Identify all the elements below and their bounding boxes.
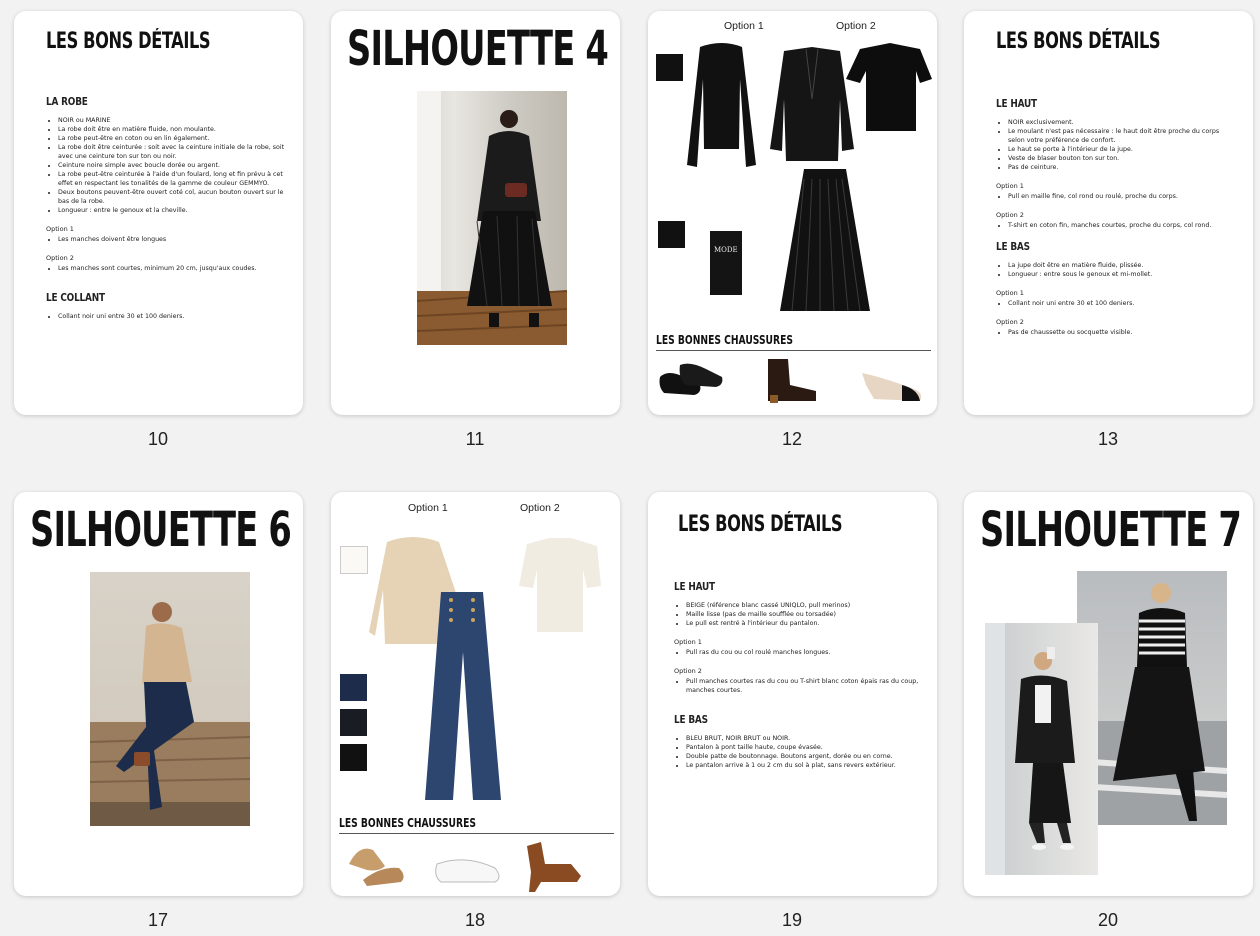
list-item: • Deux boutons peuvent-être ouvert coté col, aucun bouton ouvert sur le bas de la robe. <box>58 188 285 206</box>
page-thumbnail-13[interactable] <box>964 11 1253 415</box>
page-thumbnail-17[interactable] <box>14 492 303 896</box>
clothing-illustration <box>684 39 934 329</box>
color-swatch-navy <box>340 674 367 701</box>
shoes-illustration <box>345 836 605 892</box>
color-swatch-white <box>340 546 368 574</box>
list-item: • La robe peut-être en coton ou en lin également. <box>58 134 285 143</box>
list-item: • Le pull est rentré à l'intérieur du pantalon. <box>686 619 919 628</box>
page-number: 17 <box>147 910 169 930</box>
list-item: • Longueur : entre sous le genoux et mi-mollet. <box>1008 270 1235 279</box>
option-label: Option 1 <box>996 182 1024 190</box>
outfit-photo-indoor <box>985 623 1098 875</box>
color-swatch-charcoal <box>340 709 367 736</box>
list-item: • Maille lisse (pas de maille soufflée ou torsadée) <box>686 610 919 619</box>
shoes-heading: LES BONNES CHAUSSURES <box>656 333 793 347</box>
list-item: • Ceinture noire simple avec boucle dorée ou argent. <box>58 161 285 170</box>
outfit-photo <box>90 572 250 826</box>
page-title: SILHOUETTE 4 <box>347 21 609 77</box>
clothing-illustration <box>369 532 609 802</box>
document-body <box>996 97 1235 343</box>
page-thumbnail-10[interactable] <box>14 11 303 415</box>
list-item: • Pas de chaussette ou socquette visible. <box>1008 328 1235 337</box>
outfit-photo-street <box>1077 571 1227 825</box>
list-item: • Pull ras du cou ou col roulé manches longues. <box>686 648 919 657</box>
option-label: Option 2 <box>674 667 702 675</box>
page-thumbnail-11[interactable] <box>331 11 620 415</box>
list-item: • BEIGE (référence blanc cassé UNIQLO, pull merinos) <box>686 601 919 610</box>
section-heading: LE HAUT <box>674 580 715 593</box>
list-item: • Les manches doivent être longues <box>58 235 285 244</box>
option-2-label: Option 2 <box>836 20 876 32</box>
bullet-list <box>46 116 285 215</box>
divider <box>339 833 614 834</box>
option-label: Option 2 <box>996 318 1024 326</box>
page-number: 13 <box>1097 429 1119 449</box>
page-number: 12 <box>781 429 803 449</box>
list-item: • La jupe doit être en matière fluide, plissée. <box>1008 261 1235 270</box>
option-label: Option 2 <box>996 211 1024 219</box>
document-body <box>674 580 919 776</box>
shoes-illustration <box>656 355 931 407</box>
list-item: • Le pantalon arrive à 1 ou 2 cm du sol à plat, sans revers extérieur. <box>686 761 919 770</box>
document-body <box>46 95 285 327</box>
page-title: LES BONS DÉTAILS <box>996 29 1161 54</box>
list-item: • NOIR exclusivement. <box>1008 118 1235 127</box>
page-number: 20 <box>1097 910 1119 930</box>
color-swatch-black <box>340 744 367 771</box>
list-item: • Veste de blaser bouton ton sur ton. <box>1008 154 1235 163</box>
divider <box>656 350 931 351</box>
option-label: Option 1 <box>46 225 74 233</box>
list-item: • Pantalon à pont taille haute, coupe évasée. <box>686 743 919 752</box>
tights-brand: MODE <box>714 246 738 254</box>
page-title: SILHOUETTE 6 <box>30 502 292 558</box>
page-number: 11 <box>465 429 485 449</box>
list-item: • Pull en maille fine, col rond ou roulé, proche du corps. <box>1008 192 1235 201</box>
color-swatch-black <box>658 221 685 248</box>
page-title: LES BONS DÉTAILS <box>46 29 211 54</box>
section-heading: LE HAUT <box>996 97 1037 110</box>
shoes-heading: LES BONNES CHAUSSURES <box>339 816 476 830</box>
section-heading: LE BAS <box>996 240 1030 253</box>
page-number: 18 <box>464 910 486 930</box>
page-number: 19 <box>781 910 803 930</box>
page-thumbnail-12[interactable] <box>648 11 937 415</box>
outfit-photo <box>417 91 567 345</box>
list-item: • T-shirt en coton fin, manches courtes, proche du corps, col rond. <box>1008 221 1235 230</box>
list-item: • Pull manches courtes ras du cou ou T-shirt blanc coton épais ras du coup, manches courtes. <box>686 677 919 695</box>
list-item: • La robe doit être en matière fluide, non moulante. <box>58 125 285 134</box>
list-item: • Les manches sont courtes, minimum 20 cm, jusqu'aux coudes. <box>58 264 285 273</box>
section-heading: LE COLLANT <box>46 291 105 304</box>
section-heading: LA ROBE <box>46 95 88 108</box>
list-item: • Double patte de boutonnage. Boutons argent, dorée ou en corne. <box>686 752 919 761</box>
color-swatch-black <box>656 54 683 81</box>
option-label: Option 1 <box>996 289 1024 297</box>
page-title: LES BONS DÉTAILS <box>678 512 843 537</box>
list-item: • Le haut se porte à l'intérieur de la jupe. <box>1008 145 1235 154</box>
list-item: • Pas de ceinture. <box>1008 163 1235 172</box>
list-item: • La robe doit être ceinturée : soit avec la ceinture initiale de la robe, soit avec une ceinture ton sur ton ou noir. <box>58 143 285 161</box>
list-item: • La robe peut-être ceinturée à l'aide d'un foulard, long et fin prévu à cet effet en respectant les tonalités de la gamme de couleur GEMMYO. <box>58 170 285 188</box>
section-heading: LE BAS <box>674 713 708 726</box>
page-title: SILHOUETTE 7 <box>980 502 1242 558</box>
page-thumbnail-20[interactable] <box>964 492 1253 896</box>
option-label: Option 1 <box>674 638 702 646</box>
list-item: • BLEU BRUT, NOIR BRUT ou NOIR. <box>686 734 919 743</box>
page-number: 10 <box>147 429 169 449</box>
option-label: Option 2 <box>46 254 74 262</box>
list-item: • Le moulant n'est pas nécessaire : le haut doit être proche du corps selon votre préférence de confort. <box>1008 127 1235 145</box>
page-thumbnail-18[interactable] <box>331 492 620 896</box>
option-1-label: Option 1 <box>408 502 448 514</box>
list-item: • Collant noir uni entre 30 et 100 deniers. <box>58 312 285 321</box>
list-item: • Collant noir uni entre 30 et 100 deniers. <box>1008 299 1235 308</box>
option-1-label: Option 1 <box>724 20 764 32</box>
list-item: • Longueur : entre le genoux et la cheville. <box>58 206 285 215</box>
page-thumbnail-19[interactable] <box>648 492 937 896</box>
list-item: • NOIR ou MARINE <box>58 116 285 125</box>
option-2-label: Option 2 <box>520 502 560 514</box>
